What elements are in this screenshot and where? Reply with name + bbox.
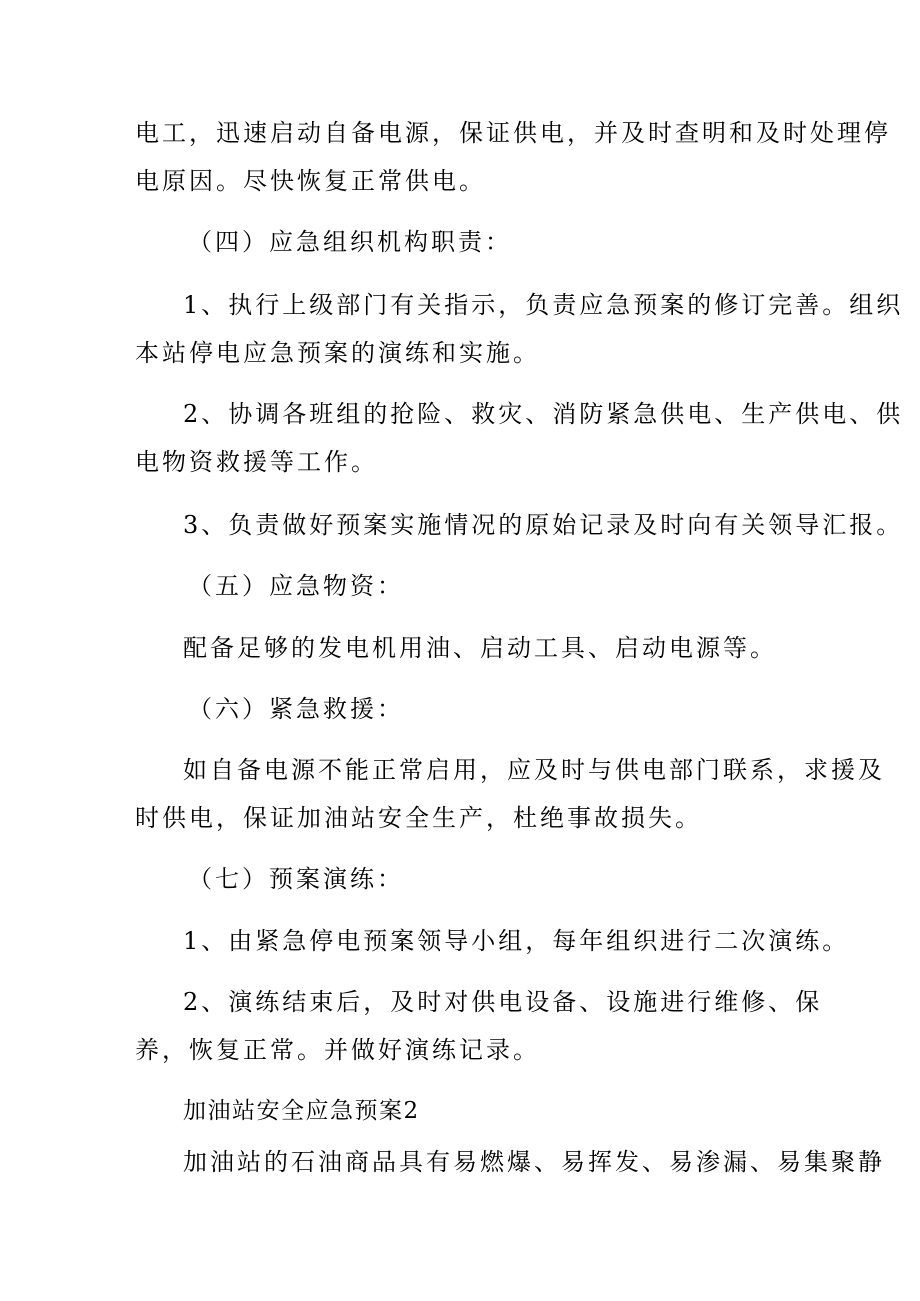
paragraph-line: 配备足够的发电机用油、启动工具、启动电源等。 (183, 634, 777, 662)
section-heading: （四）应急组织机构职责： (188, 228, 512, 256)
section-heading: （七）预案演练： (188, 865, 404, 893)
paragraph-line: 本站停电应急预案的演练和实施。 (135, 339, 540, 367)
paragraph-line: 2、演练结束后，及时对供电设备、设施进行维修、保 (183, 988, 823, 1016)
paragraph-line: 1、由紧急停电预案领导小组，每年组织进行二次演练。 (183, 927, 850, 955)
section-heading: （六）紧急救援： (188, 695, 404, 723)
document-title: 加油站安全应急预案2 (183, 1098, 420, 1124)
paragraph-line: 时供电，保证加油站安全生产，杜绝事故损失。 (135, 804, 702, 832)
paragraph-line: 1、执行上级部门有关指示，负责应急预案的修订完善。组织 (183, 291, 904, 319)
paragraph-line: 3、负责做好预案实施情况的原始记录及时向有关领导汇报。 (183, 511, 904, 539)
paragraph-line: 如自备电源不能正常启用，应及时与供电部门联系，求援及 (183, 756, 885, 784)
paragraph-line: 养，恢复正常。并做好演练记录。 (135, 1036, 540, 1064)
section-heading: （五）应急物资： (188, 572, 404, 600)
paragraph-line: 加油站的石油商品具有易燃爆、易挥发、易渗漏、易集聚静 (183, 1148, 885, 1176)
paragraph-line: 电物资救援等工作。 (135, 448, 378, 476)
paragraph-line: 2、协调各班组的抢险、救灾、消防紧急供电、生产供电、供 (183, 400, 904, 428)
paragraph-line: 电原因。尽快恢复正常供电。 (135, 167, 486, 195)
paragraph-line: 电工，迅速启动自备电源，保证供电，并及时查明和及时处理停 (135, 119, 891, 147)
